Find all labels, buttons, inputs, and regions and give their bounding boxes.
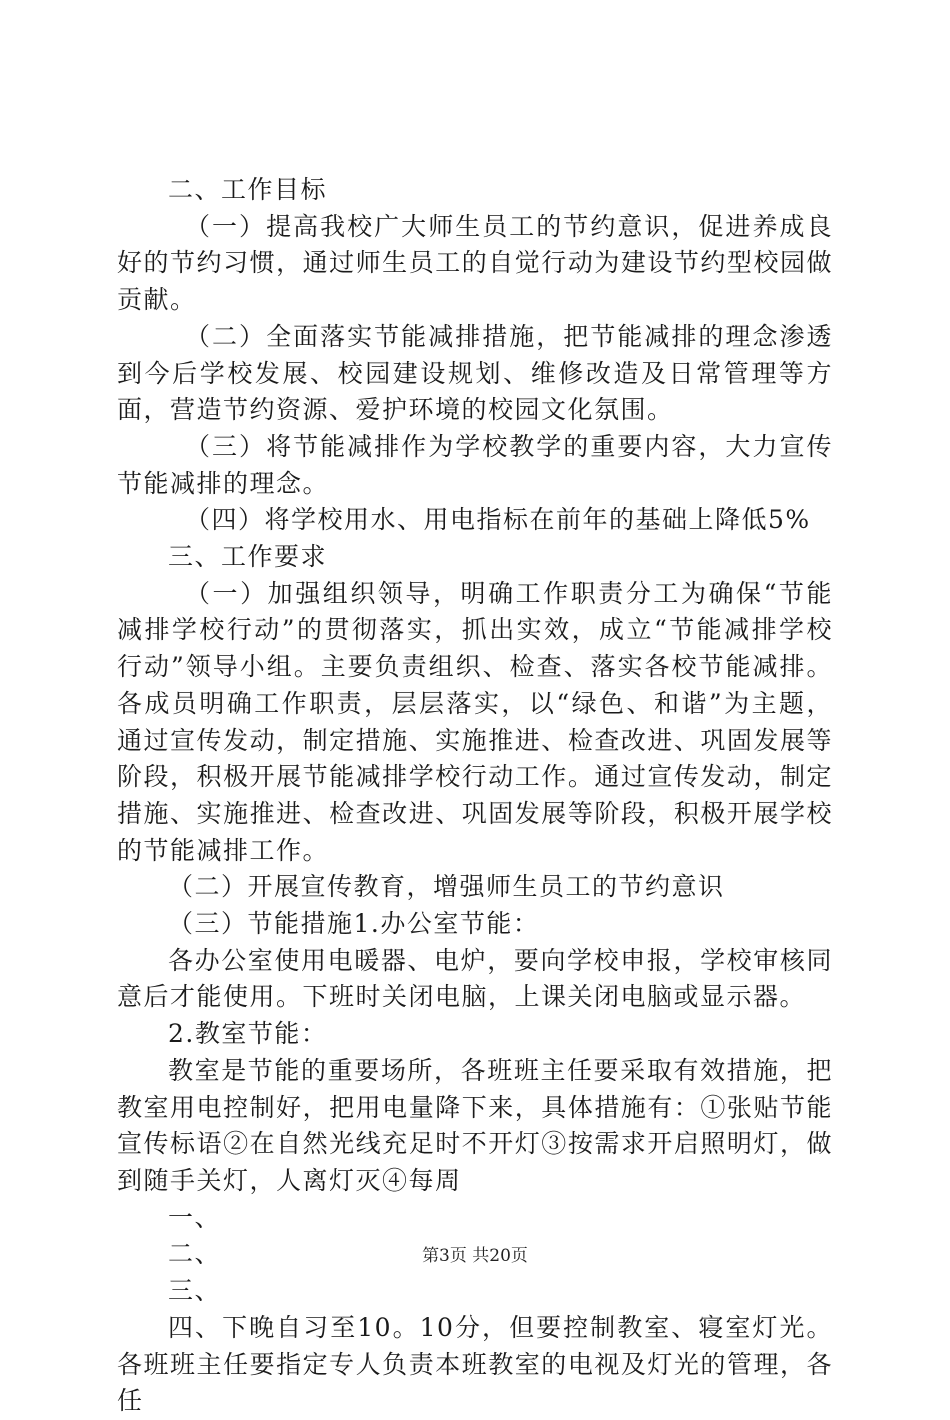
paragraph: （三）节能措施1.办公室节能：: [168, 909, 540, 939]
page-footer: 第3页 共20页: [422, 1246, 528, 1266]
paragraph: 教室是节能的重要场所，各班班主任要采取有效措施，把教室用电控制好，把用电量降下来，具体措施有：①张贴节能宣传标语②在自然光线充足时不开灯③按需求开启照明灯，做到随手关灯，人离灯灭④每周: [117, 1055, 833, 1195]
section-heading-goals: 二、工作目标: [168, 175, 328, 204]
paragraph: （一）提高我校广大师生员工的节约意识，促进养成良好的节约习惯，通过师生员工的自觉行动为建设节约型校园做贡献。: [117, 211, 833, 315]
subheading-classroom: 2.教室节能：: [168, 1019, 328, 1049]
list-marker: 一、: [168, 1202, 222, 1232]
document-body: [117, 172, 833, 1420]
paragraph: （二）全面落实节能减排措施，把节能减排的理念渗透到今后学校发展、校园建设规划、维修改造及日常管理等方面，营造节约资源、爱护环境的校园文化氛围。: [117, 321, 833, 425]
paragraph: （三）将节能减排作为学校教学的重要内容，大力宣传节能减排的理念。: [117, 431, 833, 498]
paragraph: （一）加强组织领导，明确工作职责分工为确保“节能减排学校行动”的贯彻落实，抓出实效，成立“节能减排学校行动”领导小组。主要负责组织、检查、落实各校节能减排。各成员明确工作职责，层层落实，以“绿色、和谐”为主题，通过宣传发动，制定措施、实施推进、检查改进、巩固发展等阶段，积极开展节能减排学校行动工作。通过宣传发动，制定措施、实施推进、检查改进、巩固发展等阶段，积极开展学校的节能减排工作。: [117, 578, 833, 865]
list-marker: 二、: [168, 1239, 222, 1269]
paragraph: 各办公室使用电暖器、电炉，要向学校申报，学校审核同意后才能使用。下班时关闭电脑，上课关闭电脑或显示器。: [117, 945, 833, 1012]
list-marker: 三、: [168, 1276, 222, 1306]
paragraph: 四、下晚自习至10。10分，但要控制教室、寝室灯光。各班班主任要指定专人负责本班教室的电视及灯光的管理，各任: [117, 1312, 833, 1416]
section-heading-requirements: 三、工作要求: [168, 542, 328, 572]
paragraph: （四）将学校用水、用电指标在前年的基础上降低5%: [185, 505, 811, 535]
paragraph: （二）开展宣传教育，增强师生员工的节约意识: [168, 872, 725, 902]
